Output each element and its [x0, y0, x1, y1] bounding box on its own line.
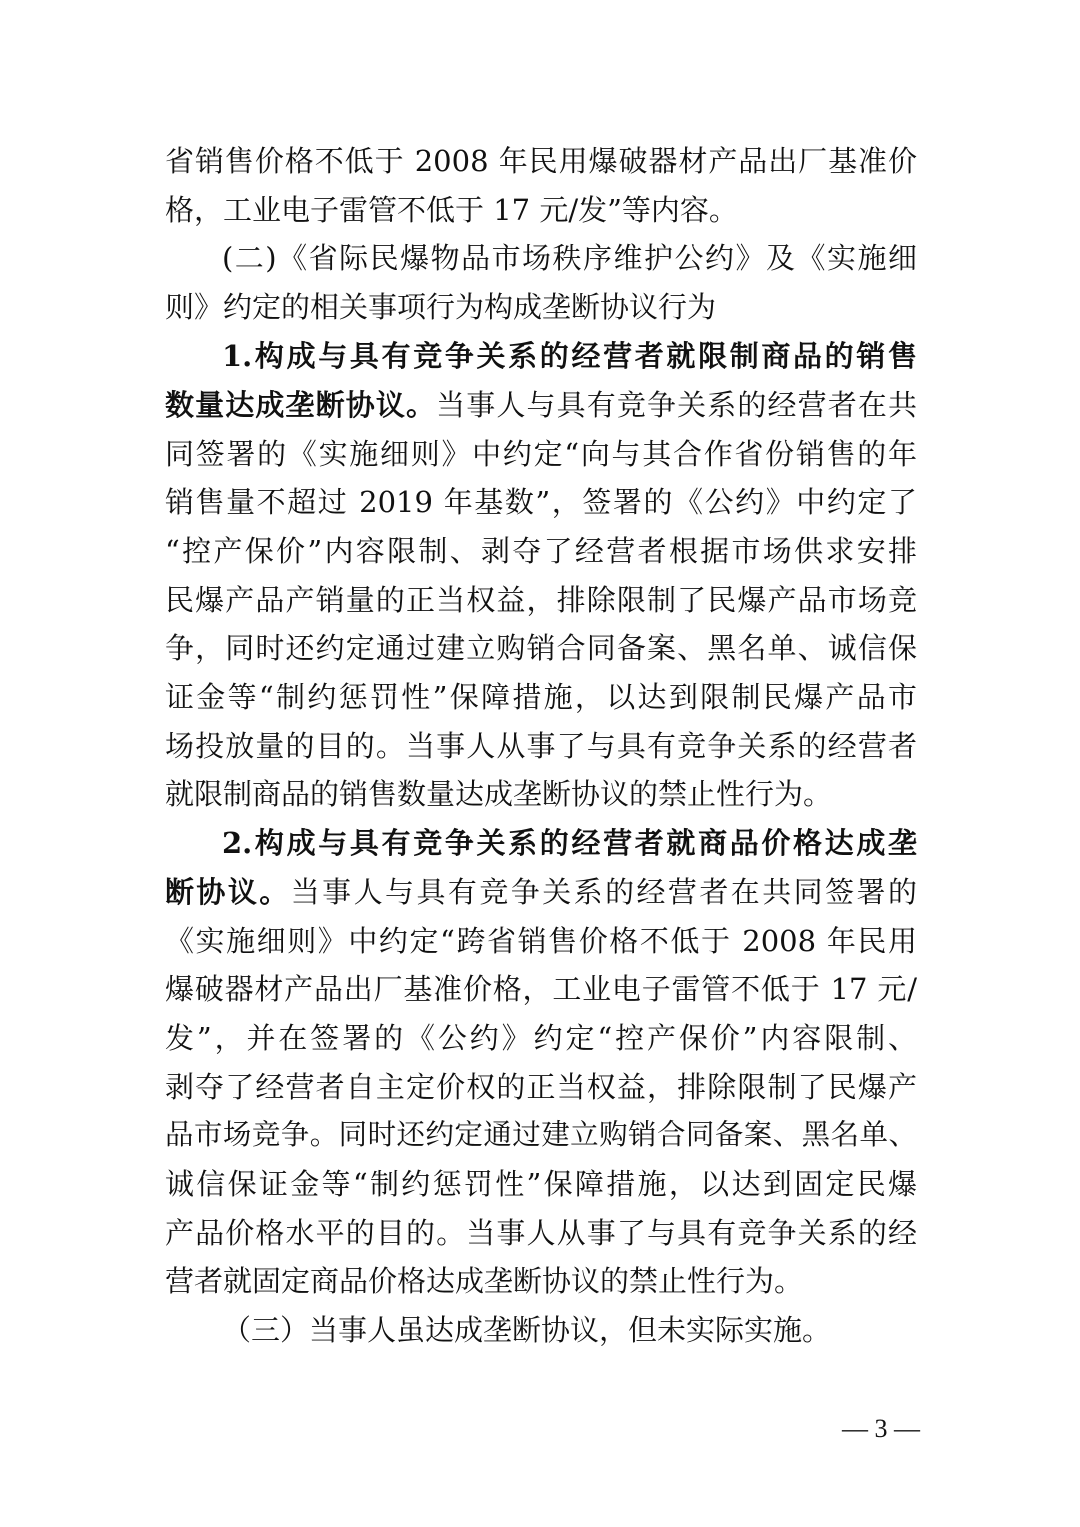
body-text-line: 产品价格水平的目的。当事人从事了与具有竞争关系的经 [165, 1216, 917, 1250]
body-text-line: 品市场竞争。同时还约定通过建立购销合同备案、黑名单、 [165, 1118, 917, 1151]
body-text-line: 民爆产品产销量的正当权益，排除限制了民爆产品市场竞 [165, 583, 917, 617]
body-text-line: 剥夺了经营者自主定价权的正当权益，排除限制了民爆产 [165, 1070, 917, 1104]
body-text-line: 诚信保证金等“制约惩罚性”保障措施，以达到固定民爆 [165, 1167, 917, 1201]
body-text-line: 销售量不超过 2019 年基数”，签署的《公约》中约定了 [165, 485, 917, 519]
body-text-line: 格，工业电子雷管不低于 17 元/发”等内容。 [165, 193, 738, 227]
body-text-line: 省销售价格不低于 2008 年民用爆破器材产品出厂基准价 [165, 144, 917, 178]
section-heading-2-cont: 则》约定的相关事项行为构成垄断协议行为 [165, 290, 717, 324]
body-text-line: 营者就固定商品价格达成垄断协议的禁止性行为。 [165, 1264, 804, 1298]
body-text-line: 爆破器材产品出厂基准价格，工业电子雷管不低于 17 元/ [165, 972, 917, 1006]
body-text-span: 当事人与具有竞争关系的经营者在共同签署的 [290, 875, 917, 909]
body-text-line: “控产保价”内容限制、剥夺了经营者根据市场供求安排 [165, 534, 917, 568]
item-1-heading-cont: 数量达成垄断协议。 [165, 388, 437, 422]
item-2-heading-cont: 断协议。 [165, 875, 291, 909]
body-text-line: 争，同时还约定通过建立购销合同备案、黑名单、诚信保 [165, 631, 917, 665]
item-1-heading: 1.构成与具有竞争关系的经营者就限制商品的销售 [222, 339, 917, 373]
body-text-line [165, 385, 917, 425]
body-text-line: 《实施细则》中约定“跨省销售价格不低于 2008 年民用 [165, 924, 917, 958]
body-text-line: 就限制商品的销售数量达成垄断协议的禁止性行为。 [165, 777, 833, 811]
body-text-line: 场投放量的目的。当事人从事了与具有竞争关系的经营者 [165, 729, 917, 763]
body-text-line: 同签署的《实施细则》中约定“向与其合作省份销售的年 [165, 437, 917, 471]
item-2-heading: 2.构成与具有竞争关系的经营者就商品价格达成垄 [222, 826, 917, 860]
body-text-span: 当事人与具有竞争关系的经营者在共 [436, 388, 917, 422]
body-text-line: 发”，并在签署的《公约》约定“控产保价”内容限制、 [165, 1021, 917, 1055]
body-text-line [165, 872, 917, 912]
section-heading-2: (二)《省际民爆物品市场秩序维护公约》及《实施细 [222, 241, 917, 275]
page-number: — 3 — [842, 1414, 920, 1443]
section-heading-3: （三）当事人虽达成垄断协议，但未实际实施。 [222, 1313, 832, 1347]
body-text-line: 证金等“制约惩罚性”保障措施，以达到限制民爆产品市 [165, 680, 917, 714]
